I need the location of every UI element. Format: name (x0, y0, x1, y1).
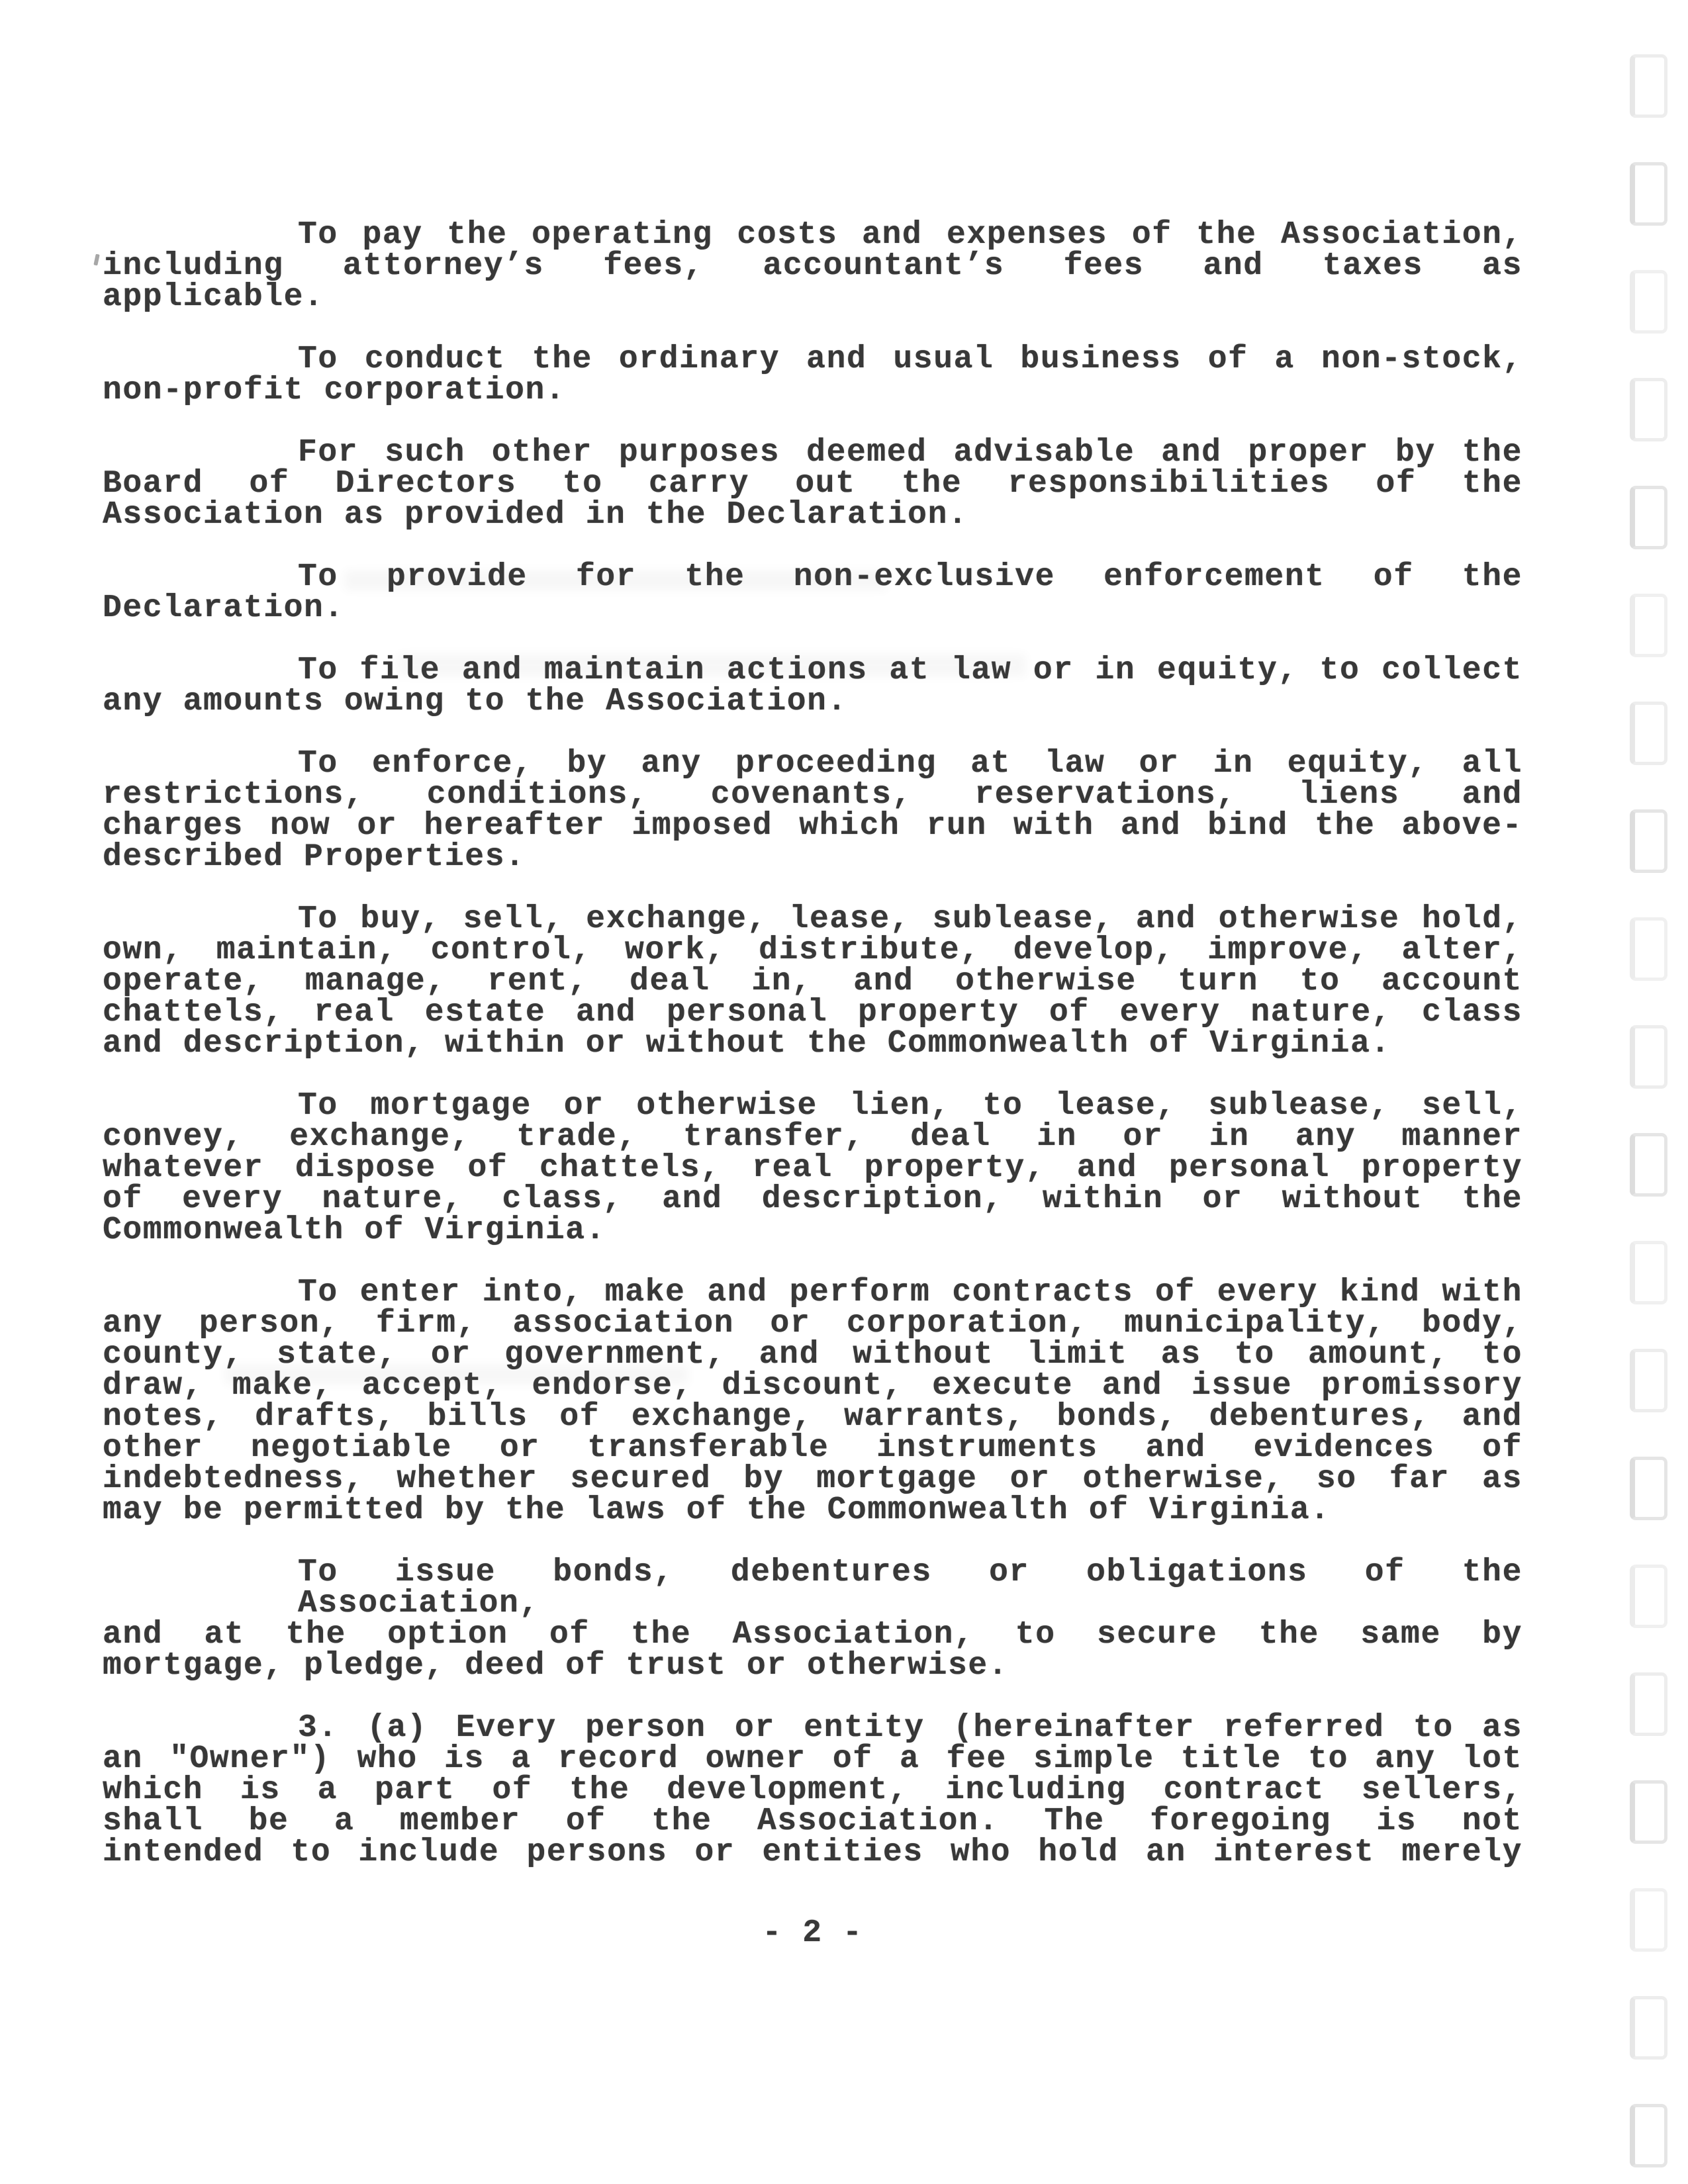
text-line: mortgage, pledge, deed of trust or otherwise. (103, 1648, 1009, 1684)
binding-mark (1630, 378, 1667, 441)
text-line: Commonwealth of Virginia. (103, 1212, 606, 1248)
text-line: For such other purposes deemed advisable and proper by the (298, 435, 1523, 471)
binding-mark (1630, 270, 1667, 334)
text-line: To enter into, make and perform contracts of every kind with (298, 1275, 1523, 1310)
text-line: which is a part of the development, including contract sellers, (103, 1772, 1523, 1808)
text-line: To mortgage or otherwise lien, to lease, sublease, sell, (298, 1088, 1523, 1124)
paragraph (103, 1557, 1523, 1682)
scan-ghost (225, 1365, 688, 1385)
paragraph (103, 746, 1523, 875)
text-line: To pay the operating costs and expenses of the Association, (298, 217, 1523, 253)
text-line: restrictions, conditions, covenants, reservations, liens and (103, 777, 1523, 813)
text-line: whatever dispose of chattels, real property, and personal property (103, 1150, 1523, 1186)
text-line: may be permitted by the laws of the Commonwealth of Virginia. (103, 1492, 1331, 1528)
binding-mark (1630, 1241, 1667, 1304)
text-line: an "Owner") who is a record owner of a fee simple title to any lot (103, 1741, 1523, 1777)
paragraph (103, 1088, 1523, 1248)
binding-mark (1630, 1888, 1667, 1952)
text-line: other negotiable or transferable instruments and evidences of (103, 1430, 1523, 1466)
paragraph (103, 437, 1523, 531)
binding-mark (1630, 486, 1667, 549)
document-body (103, 217, 1523, 1870)
text-line: To enforce, by any proceeding at law or in equity, all (298, 746, 1523, 782)
text-line: intended to include persons or entities who hold an interest merely (103, 1835, 1523, 1870)
binding-mark (1630, 1565, 1667, 1628)
text-line: To conduct the ordinary and usual business of a non-stock, (298, 341, 1523, 377)
binding-mark (1630, 702, 1667, 765)
text-line: Board of Directors to carry out the responsibilities of the (103, 466, 1523, 502)
scan-speck (93, 254, 99, 266)
binding-mark (1630, 1025, 1667, 1089)
paragraph (103, 901, 1523, 1062)
binding-mark (1630, 1133, 1667, 1197)
text-line: of every nature, class, and description, within or without the (103, 1181, 1523, 1217)
text-line: charges now or hereafter imposed which run with and bind the above- (103, 808, 1523, 844)
text-line: any amounts owing to the Association. (103, 684, 847, 719)
scan-ghost (344, 570, 887, 590)
binding-mark (1630, 1457, 1667, 1520)
text-line: chattels, real estate and personal property of every nature, class (103, 995, 1523, 1030)
binding-mark (1630, 917, 1667, 981)
paragraph (103, 217, 1523, 315)
text-line: 3. (a) Every person or entity (hereinafter referred to as (298, 1710, 1523, 1746)
binding-mark (1630, 2104, 1667, 2167)
text-line: To file and maintain actions at law or in equity, to collect (298, 653, 1523, 688)
binding-mark (1630, 1996, 1667, 2060)
binding-mark (1630, 1780, 1667, 1844)
page-number: - 2 - (762, 1915, 863, 1951)
text-line: notes, drafts, bills of exchange, warrants, bonds, debentures, and (103, 1399, 1523, 1435)
text-line: including attorney’s fees, accountant’s fees and taxes as (103, 248, 1523, 284)
text-line: applicable. (103, 279, 324, 315)
text-line: To provide for the non-exclusive enforcement of the (298, 559, 1523, 595)
text-line: To buy, sell, exchange, lease, sublease, and otherwise hold, (298, 901, 1523, 937)
text-line: shall be a member of the Association. The foregoing is not (103, 1803, 1523, 1839)
binding-mark (1630, 162, 1667, 226)
binding-mark (1630, 54, 1667, 118)
binding-mark (1630, 809, 1667, 873)
text-line: described Properties. (103, 839, 526, 875)
text-line: operate, manage, rent, deal in, and otherwise turn to account (103, 964, 1523, 999)
binding-mark (1630, 594, 1667, 657)
text-line: indebtedness, whether secured by mortgage or otherwise, so far as (103, 1461, 1523, 1497)
binding-mark (1630, 1672, 1667, 1736)
text-line: draw, make, accept, endorse, discount, execute and issue promissory (103, 1368, 1523, 1404)
text-line: To issue bonds, debentures or obligations of the Association, (298, 1555, 1523, 1621)
scan-ghost (397, 654, 1026, 676)
text-line: non-profit corporation. (103, 373, 566, 408)
text-line: and description, within or without the Commonwealth of Virginia. (103, 1026, 1391, 1062)
paragraph (103, 341, 1523, 408)
text-line: convey, exchange, trade, transfer, deal in or in any manner (103, 1119, 1523, 1155)
text-line: and at the option of the Association, to secure the same by (103, 1617, 1523, 1653)
binding-mark (1630, 1349, 1667, 1412)
text-line: Association as provided in the Declaration. (103, 497, 968, 533)
text-line: county, state, or government, and without limit as to amount, to (103, 1337, 1523, 1373)
text-line: any person, firm, association or corporation, municipality, body, (103, 1306, 1523, 1342)
text-line: own, maintain, control, work, distribute, develop, improve, alter, (103, 933, 1523, 968)
paragraph (103, 1277, 1523, 1526)
paragraph (103, 1710, 1523, 1870)
text-line: Declaration. (103, 590, 344, 626)
